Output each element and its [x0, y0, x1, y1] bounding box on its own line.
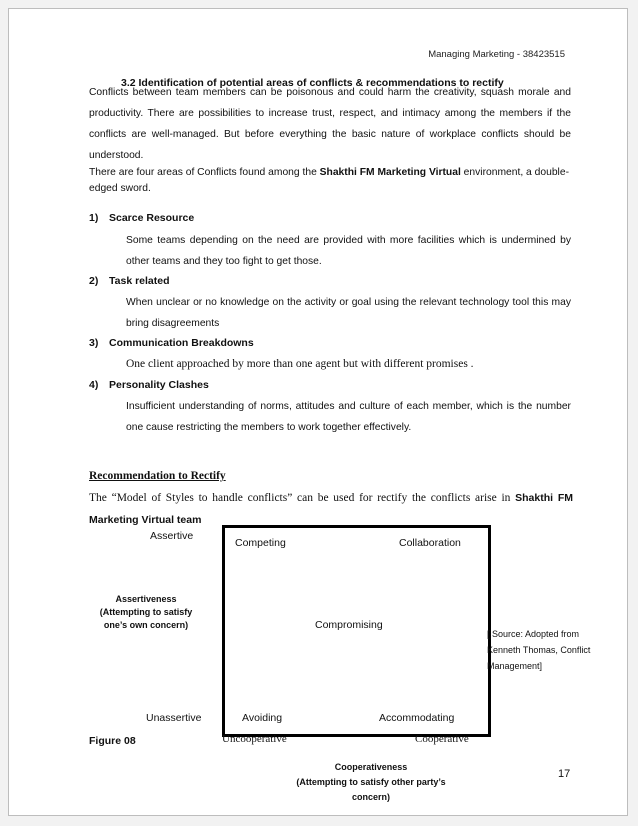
- running-header: Managing Marketing - 38423515: [428, 49, 565, 60]
- cooperativeness-desc-1: (Attempting to satisfy other party’s: [296, 777, 446, 787]
- assertive-label: Assertive: [150, 530, 194, 542]
- assertiveness-axis-label: [81, 593, 211, 632]
- document-page: [8, 8, 628, 816]
- cooperativeness-axis-label: [276, 760, 466, 805]
- area-1-body: Some teams depending on the need are provided with more facilities which is undermined by other teams and they too fight to get those.: [126, 235, 571, 267]
- page-number: 17: [558, 768, 571, 780]
- area-3-number: 3): [89, 337, 99, 349]
- areas-intro-text-end: environment, a double-edged sword.: [89, 167, 569, 194]
- recommendation-team: Shakthi FM Marketing Virtual team: [89, 492, 573, 526]
- area-2-body: When unclear or no knowledge on the activity or goal using the relevant technology tool this may bring disagreements: [126, 297, 571, 329]
- compromising-label: Compromising: [315, 619, 383, 631]
- source-line-2: Kenneth Thomas, Conflict: [487, 645, 591, 655]
- recommendation-text: The “Model of Styles to handle conflicts” can be used for rectify the conflicts arise in: [89, 492, 516, 504]
- area-1-heading: [89, 212, 194, 224]
- area-3-body: One client approached by more than one agent but with different promises .: [126, 358, 474, 370]
- unassertive-label: Unassertive: [146, 712, 202, 724]
- area-1-number: 1): [89, 212, 99, 224]
- area-4-body: Insufficient understanding of norms, attitudes and culture of each member, which is the number one cause restricting the members to work together effectively.: [126, 401, 571, 433]
- areas-intro-company: Shakthi FM Marketing Virtual: [319, 167, 461, 178]
- area-4-number: 4): [89, 379, 99, 391]
- cooperative-label: Cooperative: [415, 733, 469, 745]
- conflict-styles-grid: [222, 525, 491, 737]
- assertiveness-desc-2: one’s own concern): [103, 620, 189, 630]
- collaboration-label: Collaboration: [399, 537, 461, 549]
- source-line-1: [ Source: Adopted from: [487, 629, 580, 639]
- section-heading: 3.2 Identification of potential areas of conflicts & recommendations to rectify: [121, 77, 504, 89]
- area-2-heading: [89, 275, 170, 287]
- figure-caption: Figure 08: [89, 735, 136, 747]
- assertiveness-desc-1: (Attempting to satisfy: [99, 607, 193, 617]
- recommendation-title: Recommendation to Rectify: [89, 470, 226, 482]
- area-2-number: 2): [89, 275, 99, 287]
- cooperativeness-desc-2: concern): [351, 792, 390, 802]
- accommodating-label: Accommodating: [379, 712, 455, 724]
- area-4-heading: [89, 379, 209, 391]
- assertiveness-title: Assertiveness: [115, 594, 177, 604]
- area-4-title: Personality Clashes: [109, 379, 209, 391]
- figure-source-note: [487, 626, 607, 674]
- avoiding-label: Avoiding: [242, 712, 283, 724]
- source-line-3: Management]: [487, 661, 543, 671]
- area-2-title: Task related: [109, 275, 170, 287]
- cooperativeness-title: Cooperativeness: [334, 762, 408, 772]
- areas-intro-text: There are four areas of Conflicts found among the: [89, 167, 320, 178]
- intro-paragraph: Conflicts between team members can be poisonous and could harm the creativity, squash morale and productivity. There are possibilities to increase trust, respect, and intimacy among the members if the conflicts are well-managed. But before everything the basic nature of workplace conflicts should be understood.: [89, 87, 571, 161]
- area-3-title: Communication Breakdowns: [109, 337, 254, 349]
- uncooperative-label: Uncooperative: [222, 733, 287, 745]
- competing-label: Competing: [235, 537, 286, 549]
- areas-intro-paragraph: [89, 165, 571, 197]
- area-3-heading: [89, 337, 254, 349]
- area-1-title: Scarce Resource: [109, 212, 195, 224]
